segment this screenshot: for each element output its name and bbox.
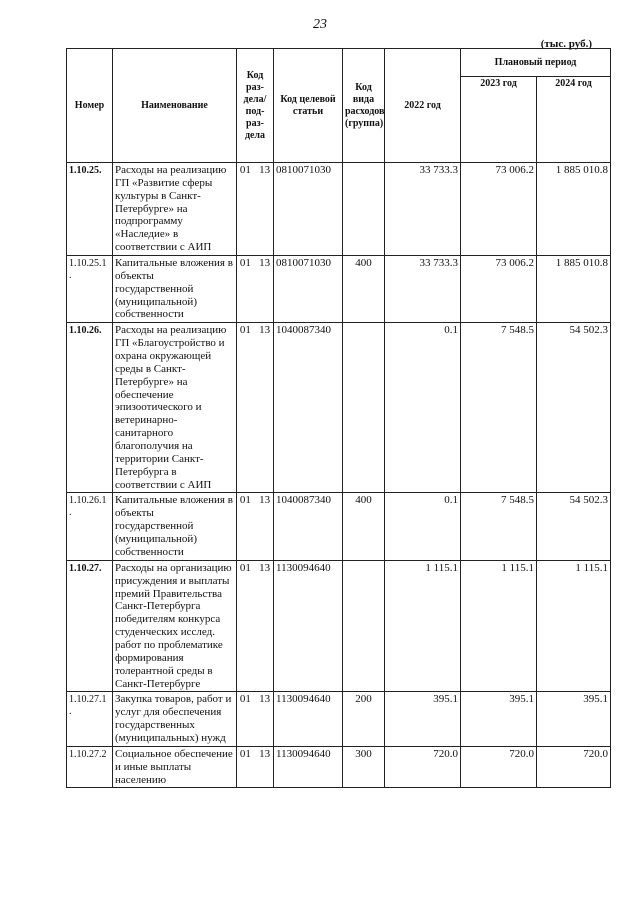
- row-name: Расходы на реализацию ГП «Благоустройство и охрана окружающей среды в Санкт-Петербурге» на обеспечение эпизоотического и ветеринарно-санитарного благополучия на территории Санкт-Петербурга в соответствии с АИП: [113, 323, 237, 493]
- row-target: 1130094640: [274, 692, 343, 746]
- table-row: [67, 323, 611, 493]
- row-subsection: 13: [259, 693, 271, 706]
- row-number: 1.10.26.: [69, 325, 102, 337]
- table-row: [67, 163, 611, 256]
- row-2024: 1 115.1: [537, 560, 611, 692]
- row-target: 1130094640: [274, 560, 343, 692]
- header-planned-period: Плановый период: [461, 49, 611, 77]
- row-name: Расходы на организацию присуждения и выплаты премий Правительства Санкт-Петербурга победителям конкурса студенческих исслед. работ по проблематике формирования толерантной среды в Санкт-Петербурге: [113, 560, 237, 692]
- header-section: Код раз-дела/ под-раз-дела: [237, 49, 274, 163]
- row-target: 0810071030: [274, 163, 343, 256]
- row-expense-type: 400: [343, 256, 385, 323]
- row-number: 1.10.26.1 .: [69, 495, 107, 519]
- row-2023: 73 006.2: [461, 163, 537, 256]
- table-row: [67, 692, 611, 746]
- header-target: Код целевой статьи: [274, 49, 343, 163]
- row-2022: 0.1: [385, 323, 461, 493]
- row-expense-type: [343, 560, 385, 692]
- row-2022: 0.1: [385, 493, 461, 560]
- row-expense-type: 400: [343, 493, 385, 560]
- row-name: Расходы на реализацию ГП «Развитие сферы культуры в Санкт-Петербурге» на подпрограмму «Наследие» в соответствии с АИП: [113, 163, 237, 256]
- row-section: 01: [239, 494, 251, 507]
- row-subsection: 13: [259, 324, 271, 337]
- row-expense-type: [343, 163, 385, 256]
- row-subsection: 13: [259, 257, 271, 270]
- header-number: Номер: [67, 49, 113, 163]
- row-2023: 1 115.1: [461, 560, 537, 692]
- row-2023: 7 548.5: [461, 493, 537, 560]
- header-2022: 2022 год: [385, 49, 461, 163]
- row-2023: 395.1: [461, 692, 537, 746]
- row-section: 01: [239, 257, 251, 270]
- header-2023: 2023 год: [461, 77, 537, 163]
- row-2023: 73 006.2: [461, 256, 537, 323]
- row-section: 01: [239, 164, 251, 176]
- row-2024: 720.0: [537, 746, 611, 788]
- row-2022: 33 733.3: [385, 163, 461, 256]
- table-row: [67, 746, 611, 788]
- row-section: 01: [239, 561, 251, 574]
- row-number: 1.10.27.2: [69, 748, 107, 760]
- row-target: 1130094640: [274, 746, 343, 788]
- row-section: 01: [239, 693, 251, 706]
- row-2022: 33 733.3: [385, 256, 461, 323]
- page-number: 23: [313, 17, 327, 32]
- row-2024: 1 885 010.8: [537, 163, 611, 256]
- row-2022: 1 115.1: [385, 560, 461, 692]
- row-number: 1.10.27.1 .: [69, 694, 107, 718]
- row-target: 0810071030: [274, 256, 343, 323]
- header-name: Наименование: [113, 49, 237, 163]
- table-row: [67, 560, 611, 692]
- row-expense-type: 300: [343, 746, 385, 788]
- row-number: 1.10.27.: [69, 562, 102, 574]
- row-subsection: 13: [259, 164, 271, 176]
- row-name: Капитальные вложения в объекты государственной (муниципальной) собственности: [113, 256, 237, 323]
- row-section: 01: [239, 747, 251, 760]
- row-2022: 395.1: [385, 692, 461, 746]
- row-subsection: 13: [259, 494, 271, 507]
- row-2022: 720.0: [385, 746, 461, 788]
- row-2023: 7 548.5: [461, 323, 537, 493]
- row-target: 1040087340: [274, 323, 343, 493]
- row-number: 1.10.25.: [69, 165, 102, 176]
- row-2024: 54 502.3: [537, 493, 611, 560]
- row-subsection: 13: [259, 561, 271, 574]
- row-name: Социальное обеспечение и иные выплаты населению: [113, 746, 237, 788]
- row-expense-type: [343, 323, 385, 493]
- units-label: (тыс. руб.): [540, 38, 592, 50]
- row-2023: 720.0: [461, 746, 537, 788]
- row-2024: 395.1: [537, 692, 611, 746]
- row-number: 1.10.25.1 .: [69, 258, 107, 282]
- row-2024: 54 502.3: [537, 323, 611, 493]
- row-expense-type: 200: [343, 692, 385, 746]
- header-expense-type: Код вида расходов (группа): [343, 49, 385, 163]
- row-section: 01: [239, 324, 251, 337]
- table-row: [67, 493, 611, 560]
- budget-table: [66, 48, 611, 788]
- header-2024: 2024 год: [537, 77, 611, 163]
- row-name: Капитальные вложения в объекты государственной (муниципальной) собственности: [113, 493, 237, 560]
- row-2024: 1 885 010.8: [537, 256, 611, 323]
- row-subsection: 13: [259, 747, 271, 760]
- row-target: 1040087340: [274, 493, 343, 560]
- row-name: Закупка товаров, работ и услуг для обеспечения государственных (муниципальных) нужд: [113, 692, 237, 746]
- table-row: [67, 256, 611, 323]
